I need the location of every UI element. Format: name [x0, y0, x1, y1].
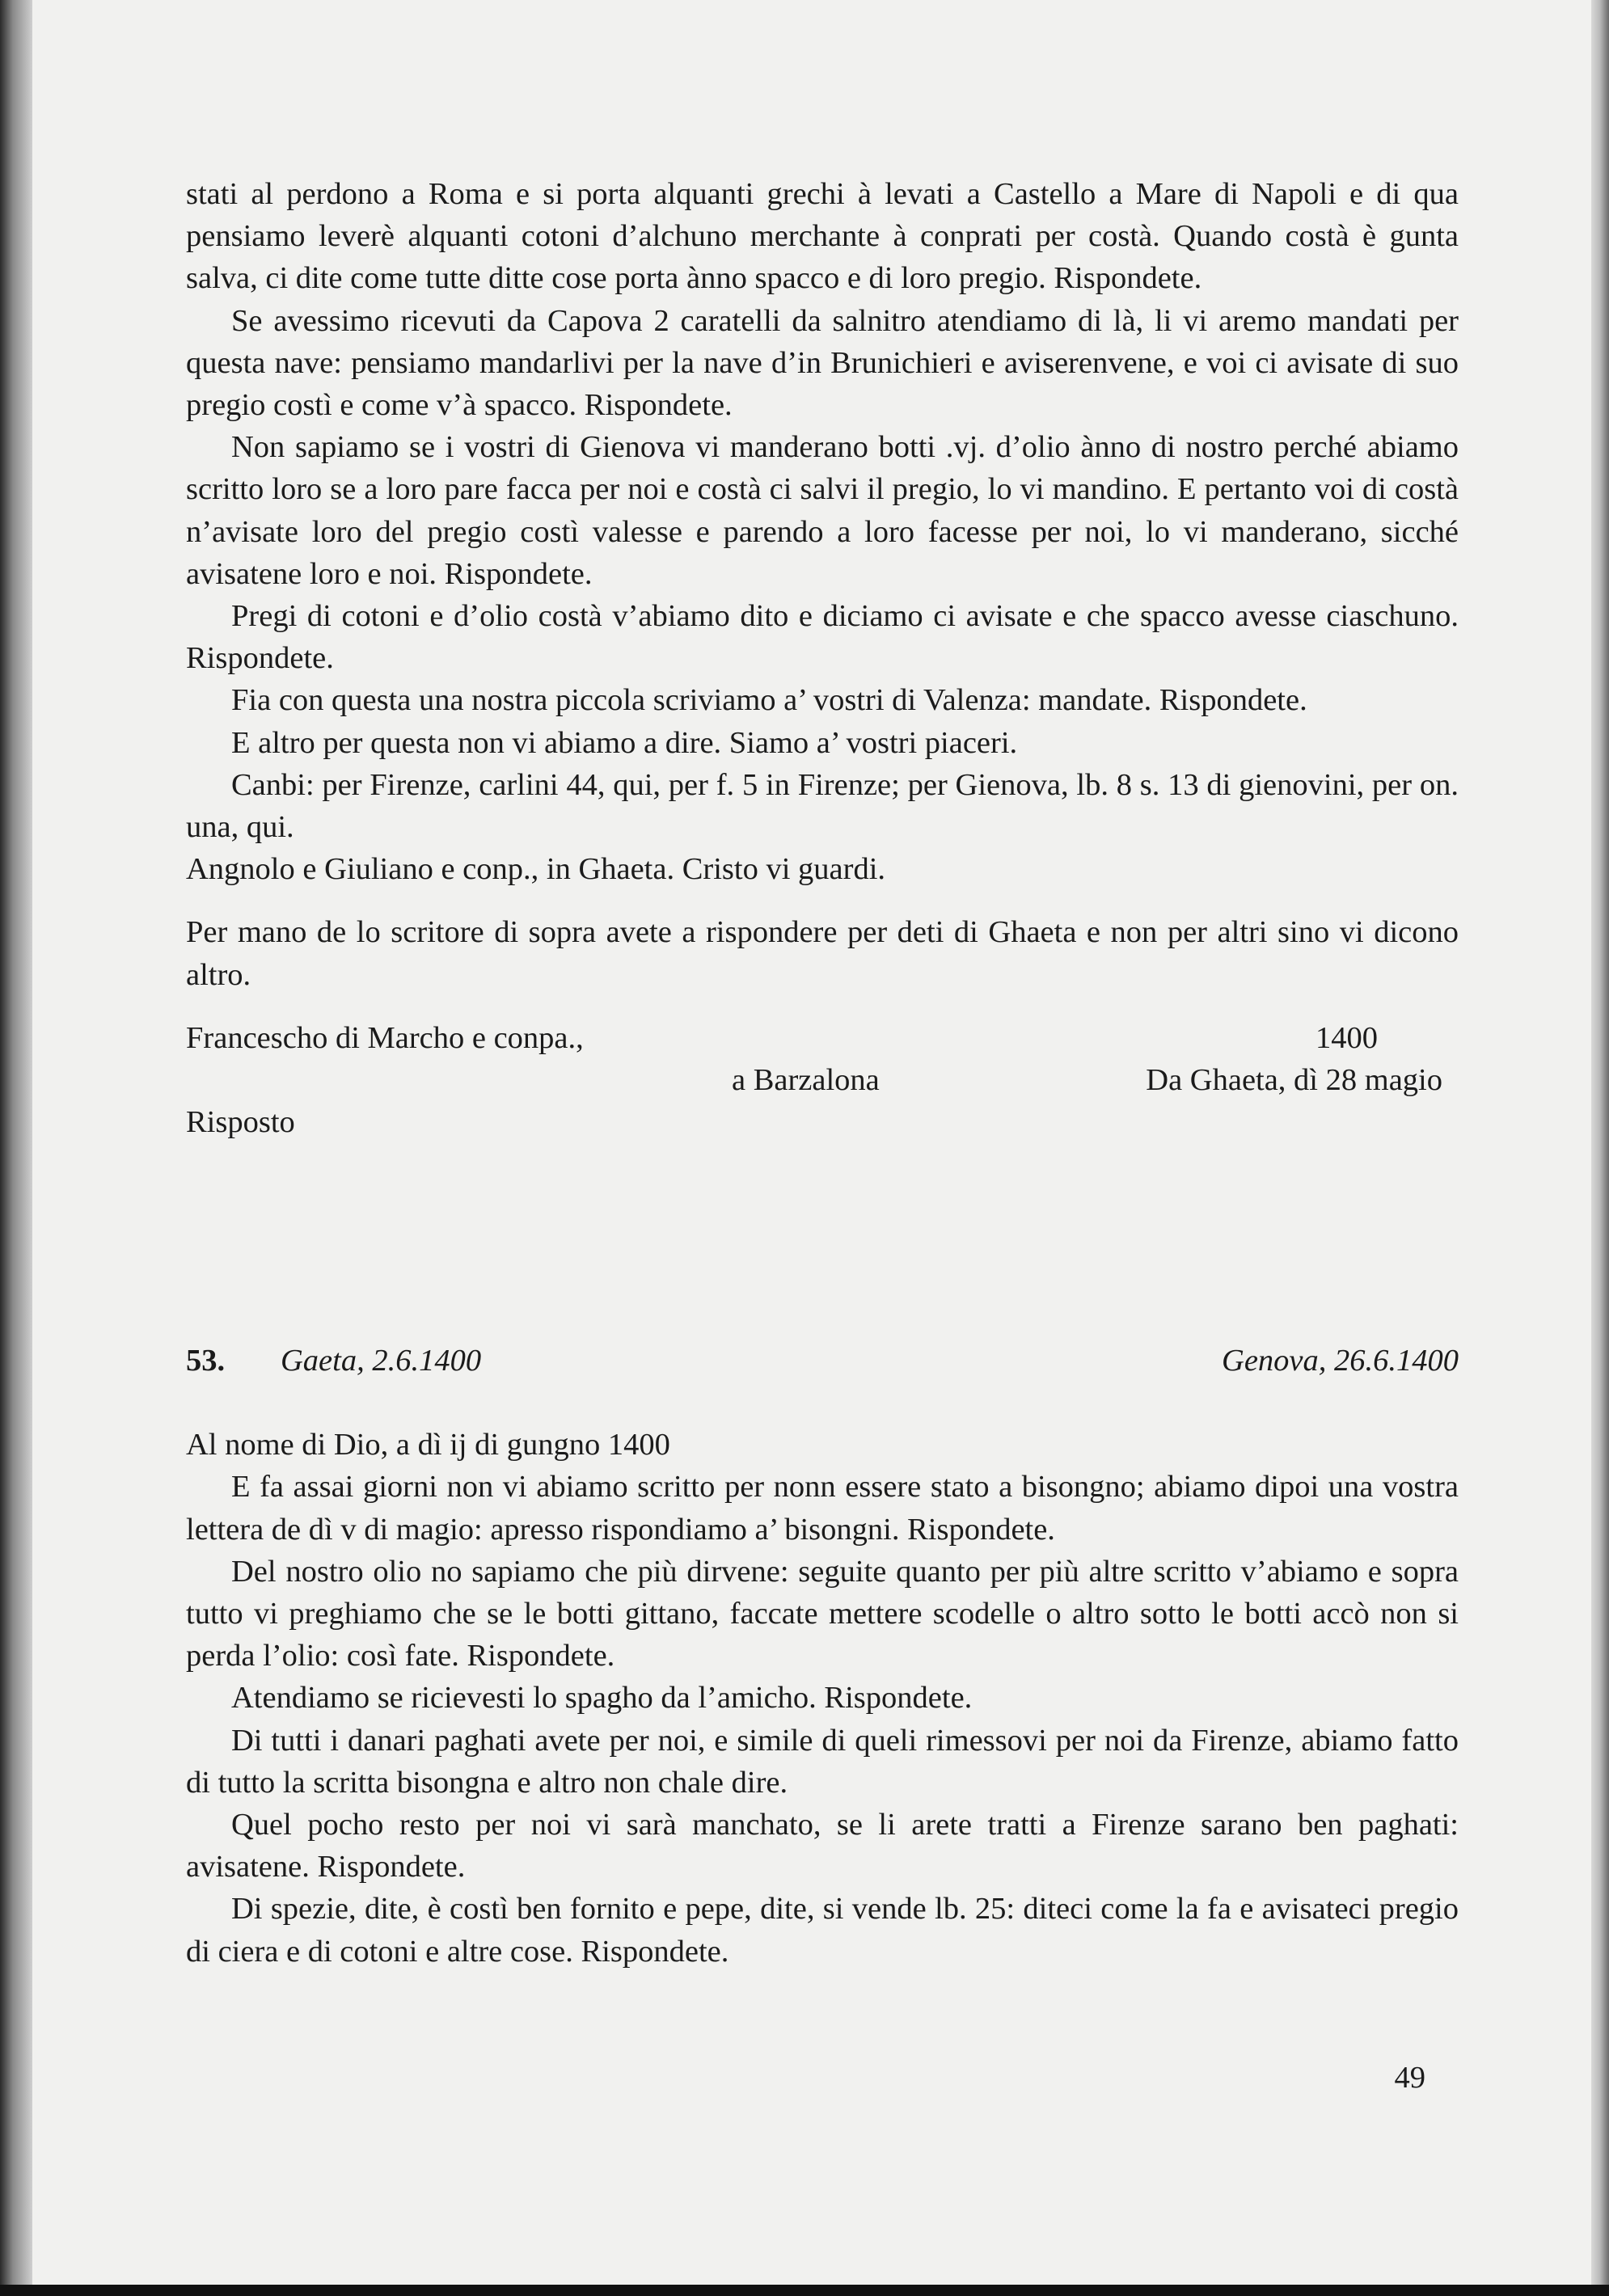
letter-origin-date: Gaeta, 2.6.1400 [281, 1344, 482, 1378]
address-date: Da Ghaeta, dì 28 magio [1146, 1063, 1442, 1098]
scan-border [0, 2285, 1609, 2296]
address-year: 1400 [1315, 1020, 1378, 1055]
letter-destination-date: Genova, 26.6.1400 [1222, 1344, 1459, 1378]
letter53-paragraph-3: Atendiamo se ricievesti lo spagho da l’amicho. Rispondete. [231, 1681, 973, 1716]
letter53-heading [186, 1340, 1459, 1382]
book-page [32, 0, 1591, 2285]
letter52-paragraph-1: stati al perdono a Roma e si porta alquanti grechi à levati a Castello a Mare di Napoli e di qua pensiamo leverè alquanti cotoni d’alchuno merchante à conprati per costà. Quando costà è gunta salva, ci dite come tutte ditte cose porta ànno spacco e di loro pregio. Rispondete. [186, 177, 1459, 296]
page-number: 49 [1394, 2061, 1425, 2095]
letter53-paragraph-1: E fa assai giorni non vi abiamo scritto per nonn essere stato a bisongno; abiamo dipoi una vostra lettera de dì v di magio: apresso rispondiamo a’ bisongni. Rispondete. [186, 1470, 1459, 1547]
letter53-paragraph-5: Quel pocho resto per noi vi sarà manchato, se li arete tratti a Firenze sarano ben paghati: avisatene. Rispondete. [186, 1808, 1459, 1884]
address-recipient: Francescho di Marcho e conpa., [186, 1020, 584, 1055]
address-city: a Barzalona [732, 1063, 880, 1098]
letter53-opening: Al nome di Dio, a dì ij di gungno 1400 [186, 1428, 670, 1462]
address-note: Risposto [186, 1105, 295, 1140]
page-edge [1591, 0, 1609, 2296]
letter52-signature: Angnolo e Giuliano e conp., in Ghaeta. Cristo vi guardi. [186, 852, 886, 887]
address-row-2 [186, 1059, 1459, 1101]
letter53-paragraph-2: Del nostro olio no sapiamo che più dirvene: seguite quanto per più altre scritto v’abiamo e sopra tutto vi preghiamo che se le botti gittano, faccate mettere scodelle o altro sotto le botti accò non si perda l’olio: così fate. Rispondete. [186, 1554, 1459, 1673]
letter53-paragraph-6: Di spezie, dite, è costì ben fornito e pepe, dite, si vende lb. 25: diteci come la fa e avisateci pregio di ciera e di cotoni e altre cose. Rispondete. [186, 1892, 1459, 1969]
letter53-paragraph-4: Di tutti i danari paghati avete per noi, e simile di queli rimessovi per noi da Firenze, abiamo fatto di tutto la scritta bisongna e altro non chale dire. [186, 1723, 1459, 1800]
letter52-paragraph-6: E altro per questa non vi abiamo a dire. Siamo a’ vostri piaceri. [231, 725, 1018, 760]
letter52-paragraph-4: Pregi di cotoni e d’olio costà v’abiamo dito e diciamo ci avisate e che spacco avesse ciaschuno. Rispondete. [186, 599, 1459, 676]
letter53-section [186, 1340, 1459, 1973]
letter52-postscript: Per mano de lo scritore di sopra avete a rispondere per deti di Ghaeta e non per altri sino vi dicono altro. [186, 915, 1459, 992]
letter52-paragraph-5: Fia con questa una nostra piccola scriviamo a’ vostri di Valenza: mandate. Rispondete. [231, 683, 1307, 718]
address-row-3 [186, 1101, 1459, 1143]
address-row-1 [186, 1017, 1459, 1059]
letter52-paragraph-3: Non sapiamo se i vostri di Gienova vi manderano botti .vj. d’olio ànno di nostro perché abiamo scritto loro se a loro pare facca per noi e costà ci salvi il pregio, lo vi mandino. E pertanto voi di costà n’avisate loro del pregio costì valesse e parendo a loro facesse per noi, lo vi manderano, sicché avisatene loro e noi. Rispondete. [186, 430, 1459, 591]
letter52-paragraph-7: Canbi: per Firenze, carlini 44, qui, per f. 5 in Firenze; per Gienova, lb. 8 s. 13 di gienovini, per on. una, qui. [186, 767, 1459, 845]
letter-number: 53. [186, 1344, 226, 1378]
book-spine-shadow [0, 0, 32, 2296]
page-body [186, 173, 1459, 1143]
letter52-paragraph-2: Se avessimo ricevuti da Capova 2 caratelli da salnitro atendiamo di là, li vi aremo mandati per questa nave: pensiamo mandarlivi per la nave d’in Brunichieri e aviserenvene, e voi ci avisate di suo pregio costì e come v’à spacco. Rispondete. [186, 303, 1459, 423]
